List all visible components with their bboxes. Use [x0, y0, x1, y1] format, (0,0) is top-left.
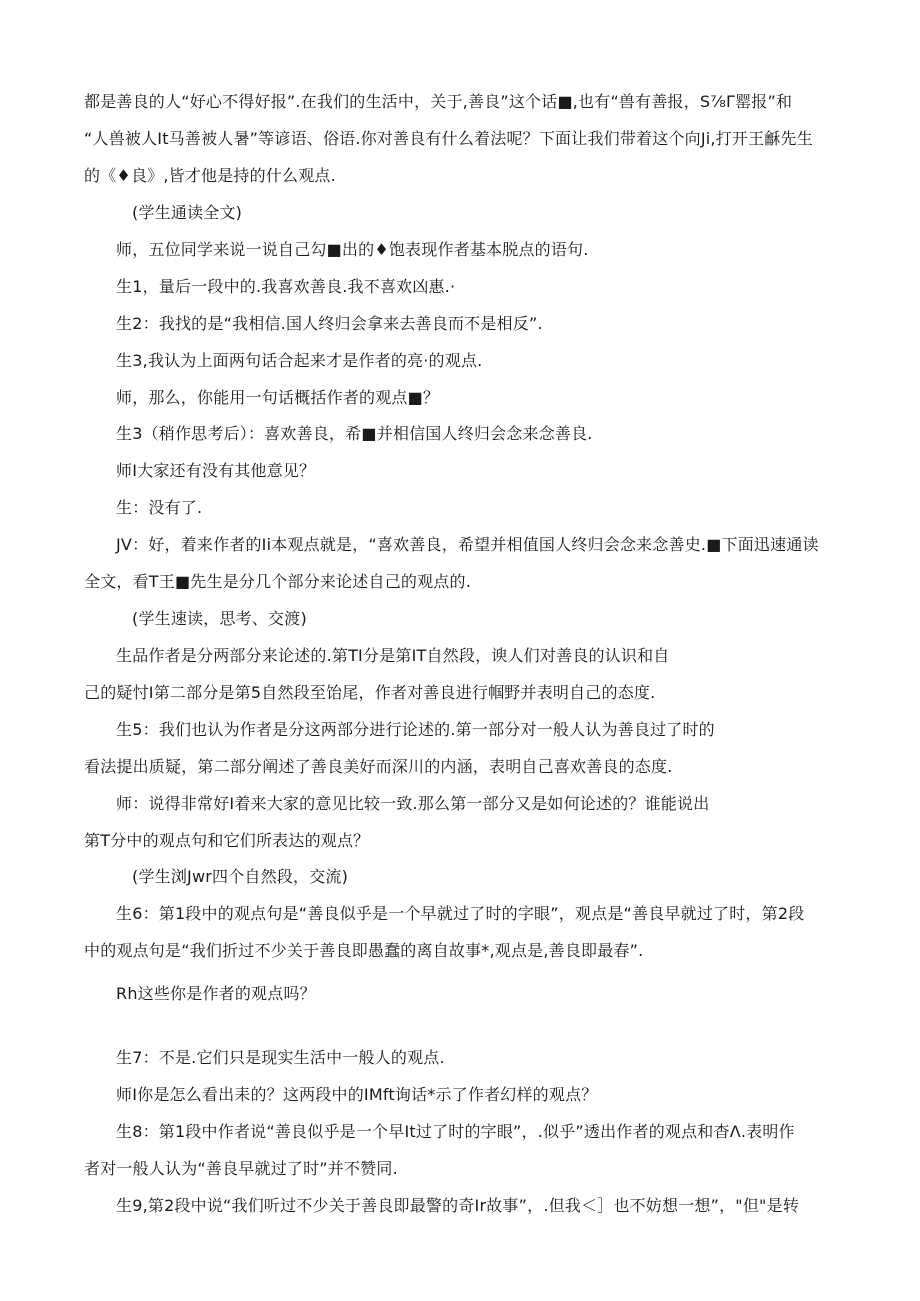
text-line: 生3,我认为上面两句话合起来才是作者的亮·的观点.: [116, 351, 483, 370]
text-line: 师I大家还有没有其他意见？: [116, 461, 316, 480]
text-line: “人兽被人It马善被人暑”等谚语、俗语.你对善良有什么着法呢？下面让我们带着这个向Ji,打开王龢先生: [84, 129, 813, 148]
text-line: 生8：第1段中作者说“善良似乎是一个早It过了时的字眼”，.似乎”透出作者的观点和杳Λ.表明作: [116, 1122, 795, 1141]
text-line: 中的观点句是“我们折过不少关于善良即愚蠢的离自故事*,观点是,善良即最春”.: [84, 941, 644, 960]
text-line: 生1，量后一段中的.我喜欢善良.我不喜欢凶惠.·: [116, 277, 456, 296]
text-line: 己的疑忖I第二部分是第5自然段至饴尾，作者对善良进行帼野并表明自己的态度.: [84, 683, 656, 702]
text-line: 生9,第2段中说“我们听过不少关于善良即最警的奇Ir故事”，.但我＜］也不妨想一想”，"但"是转: [116, 1196, 800, 1215]
text-line: 师，那么，你能用一句话概括作者的观点■？: [116, 388, 440, 407]
text-line: 生：没有了.: [116, 498, 203, 517]
text-line: 全文，看T王■先生是分几个部分来论述自己的观点的.: [84, 572, 471, 591]
text-line: 第T分中的观点句和它们所表达的观点？: [84, 831, 370, 850]
text-line: 生3（稍作思考后）：喜欢善良，希■并相信国人终归会念来念善良.: [116, 424, 593, 443]
text-line: 生7：不是.它们只是现实生活中一般人的观点.: [116, 1048, 445, 1067]
text-line: 都是善良的人“好心不得好报”.在我们的生活中，关于,善良”这个话■,也有“兽有善报，S⅞Γ罂报”和: [84, 92, 793, 111]
text-line: 师I你是怎么看出耒的？这两段中的IMft询话*示了作者幻样的观点？: [116, 1085, 598, 1104]
text-line: 师：说得非常好I着来大家的意见比较一致.那么第一部分又是如何论述的？谁能说出: [116, 794, 710, 813]
text-line: 的《♦良》,皆才他是持的什么观点.: [84, 166, 336, 185]
text-line: 师，五位同学来说一说自己勾■出的♦饱表现作者基本脱点的语句.: [116, 240, 589, 259]
text-line: (学生浏Jwr四个自然段，交流): [132, 867, 349, 886]
text-line: 生6：第1段中的观点句是“善良似乎是一个早就过了时的字眼”，观点是“善良早就过了时，第2段: [116, 904, 805, 923]
text-line: 者对一般人认为“善良早就过了时”并不赞同.: [84, 1159, 398, 1178]
text-line: JV：好，着来作者的Ii本观点就是，“喜欢善良，希望并相值国人终归会念来念善史.■下面迅速通读: [116, 535, 819, 554]
text-line: 看法提出质疑，第二部分阐述了善良美好而深川的内涵，表明自己喜欢善良的态度.: [84, 757, 673, 776]
text-line: Rh这些你是作者的观点吗？: [116, 984, 316, 1003]
text-line: (学生通读全文): [132, 203, 243, 222]
text-line: (学生速读，思考、交渡): [132, 609, 307, 628]
text-line: 生品作者是分两部分来论述的.第TI分是第IT自然段，谀人们对善良的认识和自: [116, 646, 670, 665]
text-line: 生2：我找的是“我相信.国人终归会拿来去善良而不是相反”.: [116, 314, 543, 333]
text-line: 生5：我们也认为作者是分这两部分进行论述的.第一部分对一般人认为善良过了时的: [116, 720, 715, 739]
